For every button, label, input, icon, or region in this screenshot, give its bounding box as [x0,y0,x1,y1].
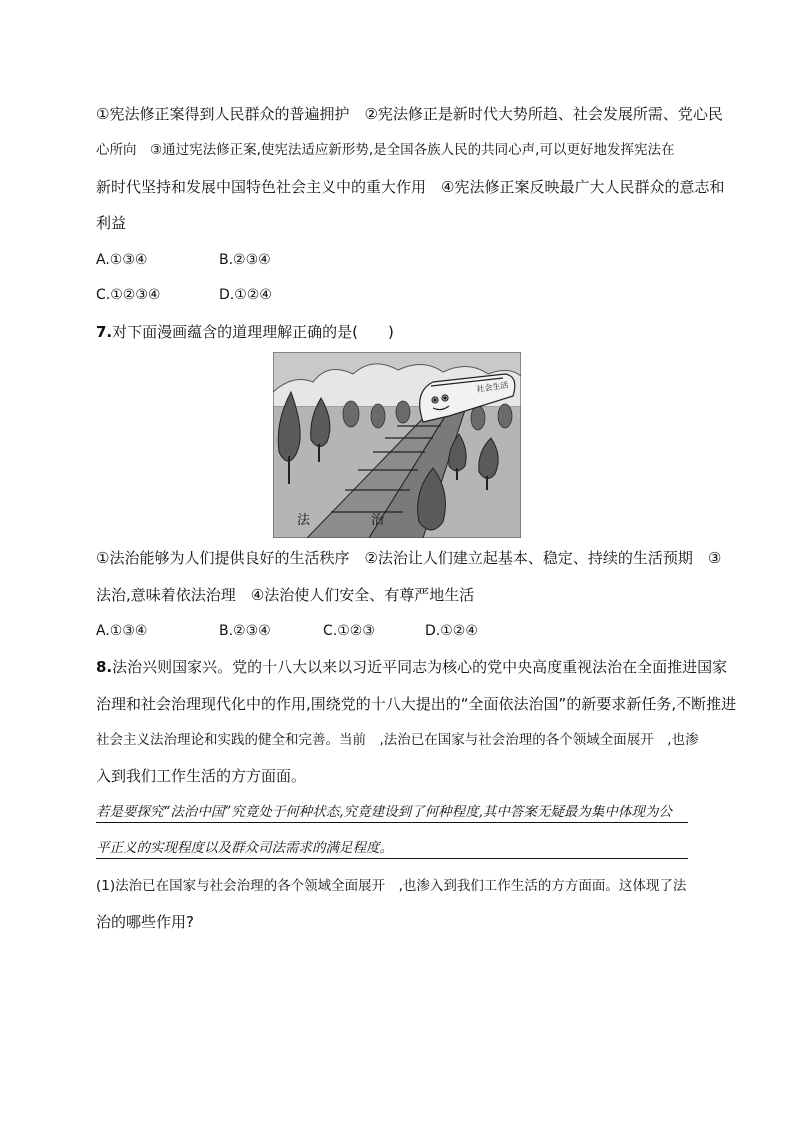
q7-stem [96,322,394,342]
underline-2 [96,858,688,859]
q6-text-line-3: 新时代坚持和发展中国特色社会主义中的重大作用 ④宪法修正案反映最广大人民群众的意志和 [96,178,725,196]
train-label: 社会生活 [476,380,509,394]
q8-text-line-1 [96,657,727,677]
q8-material-line-2: 平正义的实现程度以及群众司法需求的满足程度。 [96,840,393,856]
q8-text-line-2: 治理和社会治理现代化中的作用,围绕党的十八大提出的“全面依法治国”的新要求新任务,不断推进 [96,695,737,713]
q6-text-line-2: 心所向 ③通过宪法修正案,使宪法适应新形势,是全国各族人民的共同心声,可以更好地发挥宪法在 [96,142,675,158]
q7-text-line-2: 法治,意味着依法治理 ④法治使人们安全、有尊严地生活 [96,586,475,604]
q7-text-line-1: ①法治能够为人们提供良好的生活秩序 ②法治让人们建立起基本、稳定、持续的生活预期 ③ [96,549,722,567]
rail-label-right: 治 [371,513,385,528]
q6-text-line-1: ①宪法修正案得到人民群众的普遍拥护 ②宪法修正是新时代大势所趋、社会发展所需、党心民 [96,105,723,123]
q7-option-d: D.①②④ [425,623,478,639]
q8-material-line-1: 若是要探究“法治中国”究竟处于何种状态,究竟建设到了何种程度,其中答案无疑最为集中体现为公 [96,804,672,820]
underline-1 [96,822,688,823]
q8-sub1-line-1: (1)法治已在国家与社会治理的各个领域全面展开 ,也渗入到我们工作生活的方方面面。这体现了法 [96,878,687,894]
q7-option-b: B.②③④ [219,623,271,639]
q6-text-line-4: 利益 [96,214,127,232]
q8-text-line-3: 社会主义法治理论和实践的健全和完善。当前 ,法治已在国家与社会治理的各个领域全面展开 ,也渗 [96,732,699,748]
q6-option-c: C.①②③④ [96,287,161,303]
q8-sub1-line-2: 治的哪些作用? [96,913,194,931]
rule-of-law-cartoon [273,352,521,538]
q8-number: 8. [96,658,113,676]
q6-option-a: A.①③④ [96,252,148,268]
q7-stem-text: 对下面漫画蕴含的道理理解正确的是( ) [112,323,394,341]
q7-number: 7. [96,323,113,341]
q8-text-line-4: 入到我们工作生活的方方面面。 [96,767,307,785]
q8-text-line-1-body: 法治兴则国家兴。党的十八大以来以习近平同志为核心的党中央高度重视法治在全面推进国家 [112,658,728,676]
q7-option-a: A.①③④ [96,623,148,639]
rail-label-left: 法 [297,513,311,528]
q6-option-b: B.②③④ [219,252,271,268]
q6-option-d: D.①②④ [219,287,272,303]
q7-option-c: C.①②③ [323,623,375,639]
